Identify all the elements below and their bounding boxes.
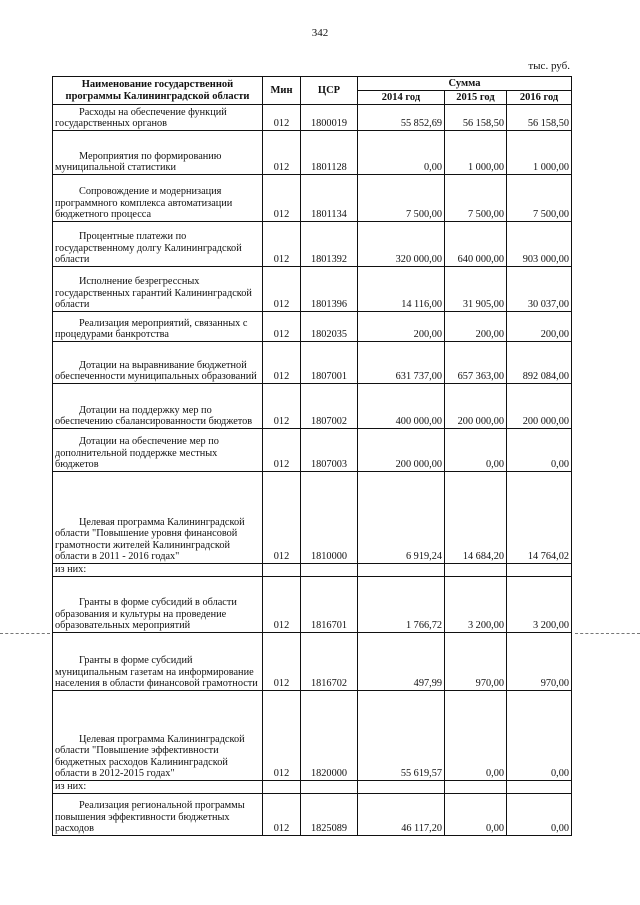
- header-name: Наименование государственной программы Калининградской области: [53, 77, 263, 105]
- table-row: [53, 429, 572, 472]
- units-label: тыс. руб.: [528, 60, 570, 72]
- row-2016: 0,00: [507, 794, 572, 836]
- row-csr: [301, 564, 358, 577]
- table-row: [53, 222, 572, 267]
- row-2014: 400 000,00: [358, 384, 445, 429]
- row-2014: [358, 564, 445, 577]
- row-name: Реализация мероприятий, связанных с процедурами банкротства: [53, 312, 263, 342]
- row-2015: 0,00: [445, 794, 507, 836]
- row-2016: 30 037,00: [507, 267, 572, 312]
- row-2015: 31 905,00: [445, 267, 507, 312]
- row-2016: 0,00: [507, 429, 572, 472]
- row-name: Исполнение безрегрессных государственных гарантий Калининградской области: [53, 267, 263, 312]
- row-csr: 1825089: [301, 794, 358, 836]
- row-2016: 0,00: [507, 691, 572, 781]
- row-2016: 56 158,50: [507, 105, 572, 131]
- row-2015: 1 000,00: [445, 131, 507, 175]
- row-min: 012: [263, 131, 301, 175]
- row-csr: 1807002: [301, 384, 358, 429]
- row-name: Мероприятия по формированию муниципальной статистики: [53, 131, 263, 175]
- row-2014: 320 000,00: [358, 222, 445, 267]
- row-2015: 56 158,50: [445, 105, 507, 131]
- row-min: 012: [263, 633, 301, 691]
- row-2014: 631 737,00: [358, 342, 445, 384]
- row-2016: 1 000,00: [507, 131, 572, 175]
- table-row: [53, 267, 572, 312]
- row-2016: 200 000,00: [507, 384, 572, 429]
- row-csr: 1801134: [301, 175, 358, 222]
- row-2014: 46 117,20: [358, 794, 445, 836]
- header-sum: Сумма: [358, 77, 572, 91]
- row-2015: [445, 564, 507, 577]
- row-name: Расходы на обеспечение функций государственных органов: [53, 105, 263, 131]
- row-2016: 903 000,00: [507, 222, 572, 267]
- header-2016: 2016 год: [507, 91, 572, 105]
- row-2016: [507, 781, 572, 794]
- row-2015: 14 684,20: [445, 472, 507, 564]
- table-row: [53, 691, 572, 781]
- row-2015: [445, 781, 507, 794]
- table-row: [53, 633, 572, 691]
- row-name: Сопровождение и модернизация программного комплекса автоматизации бюджетного процесса: [53, 175, 263, 222]
- row-csr: 1810000: [301, 472, 358, 564]
- row-2014: 7 500,00: [358, 175, 445, 222]
- row-csr: 1816702: [301, 633, 358, 691]
- budget-table: [52, 76, 572, 836]
- row-name: Реализация региональной программы повышения эффективности бюджетных расходов: [53, 794, 263, 836]
- table-row: [53, 312, 572, 342]
- cut-line-left: [0, 633, 50, 634]
- table-row: [53, 105, 572, 131]
- row-2014: 200 000,00: [358, 429, 445, 472]
- row-csr: 1800019: [301, 105, 358, 131]
- table-row: [53, 175, 572, 222]
- row-min: 012: [263, 267, 301, 312]
- row-name: Целевая программа Калининградской области "Повышение эффективности бюджетных расходов Калининградской области в 2012-2015 годах": [53, 691, 263, 781]
- row-2016: 3 200,00: [507, 577, 572, 633]
- row-csr: 1820000: [301, 691, 358, 781]
- row-2014: 497,99: [358, 633, 445, 691]
- row-min: 012: [263, 691, 301, 781]
- row-name: Дотации на обеспечение мер по дополнительной поддержке местных бюджетов: [53, 429, 263, 472]
- row-2015: 3 200,00: [445, 577, 507, 633]
- row-name: Дотации на выравнивание бюджетной обеспеченности муниципальных образований: [53, 342, 263, 384]
- row-2016: 892 084,00: [507, 342, 572, 384]
- table-row: [53, 794, 572, 836]
- header-2015: 2015 год: [445, 91, 507, 105]
- row-min: [263, 781, 301, 794]
- table-row: [53, 131, 572, 175]
- row-2014: 55 852,69: [358, 105, 445, 131]
- row-2015: 657 363,00: [445, 342, 507, 384]
- row-2014: [358, 781, 445, 794]
- row-min: 012: [263, 105, 301, 131]
- row-2015: 7 500,00: [445, 175, 507, 222]
- table-row: [53, 781, 572, 794]
- row-2014: 14 116,00: [358, 267, 445, 312]
- row-2015: 200,00: [445, 312, 507, 342]
- row-2014: 1 766,72: [358, 577, 445, 633]
- row-min: 012: [263, 577, 301, 633]
- row-2015: 640 000,00: [445, 222, 507, 267]
- row-csr: [301, 781, 358, 794]
- row-csr: 1801392: [301, 222, 358, 267]
- row-2016: 200,00: [507, 312, 572, 342]
- row-csr: 1816701: [301, 577, 358, 633]
- row-min: 012: [263, 222, 301, 267]
- row-min: 012: [263, 342, 301, 384]
- row-2014: 55 619,57: [358, 691, 445, 781]
- row-2014: 200,00: [358, 312, 445, 342]
- row-csr: 1807003: [301, 429, 358, 472]
- header-csr: ЦСР: [301, 77, 358, 105]
- row-min: 012: [263, 472, 301, 564]
- row-csr: 1801396: [301, 267, 358, 312]
- row-min: 012: [263, 429, 301, 472]
- row-2016: 14 764,02: [507, 472, 572, 564]
- row-min: 012: [263, 794, 301, 836]
- table-row: [53, 384, 572, 429]
- row-name: Целевая программа Калининградской области "Повышение уровня финансовой грамотности жителей Калининградской области в 2011 - 2016 годах": [53, 472, 263, 564]
- row-csr: 1802035: [301, 312, 358, 342]
- row-2015: 200 000,00: [445, 384, 507, 429]
- row-csr: 1807001: [301, 342, 358, 384]
- page-number: 342: [311, 27, 329, 39]
- row-csr: 1801128: [301, 131, 358, 175]
- row-min: [263, 564, 301, 577]
- row-2015: 0,00: [445, 691, 507, 781]
- row-min: 012: [263, 175, 301, 222]
- row-2014: 6 919,24: [358, 472, 445, 564]
- row-min: 012: [263, 384, 301, 429]
- row-2016: 7 500,00: [507, 175, 572, 222]
- table-row: [53, 472, 572, 564]
- row-name: из них:: [53, 781, 263, 794]
- row-name: Гранты в форме субсидий муниципальным газетам на информирование населения в области финансовой грамотности: [53, 633, 263, 691]
- row-name: из них:: [53, 564, 263, 577]
- row-name: Дотации на поддержку мер по обеспечению сбалансированности бюджетов: [53, 384, 263, 429]
- table-row: [53, 564, 572, 577]
- header-2014: 2014 год: [358, 91, 445, 105]
- row-2015: 0,00: [445, 429, 507, 472]
- table-row: [53, 577, 572, 633]
- header-min: Мин: [263, 77, 301, 105]
- cut-line-right: [575, 633, 640, 634]
- row-name: Процентные платежи по государственному долгу Калининградской области: [53, 222, 263, 267]
- row-min: 012: [263, 312, 301, 342]
- row-2016: 970,00: [507, 633, 572, 691]
- table-row: [53, 342, 572, 384]
- row-name: Гранты в форме субсидий в области образования и культуры на проведение образовательных мероприятий: [53, 577, 263, 633]
- row-2015: 970,00: [445, 633, 507, 691]
- row-2016: [507, 564, 572, 577]
- row-2014: 0,00: [358, 131, 445, 175]
